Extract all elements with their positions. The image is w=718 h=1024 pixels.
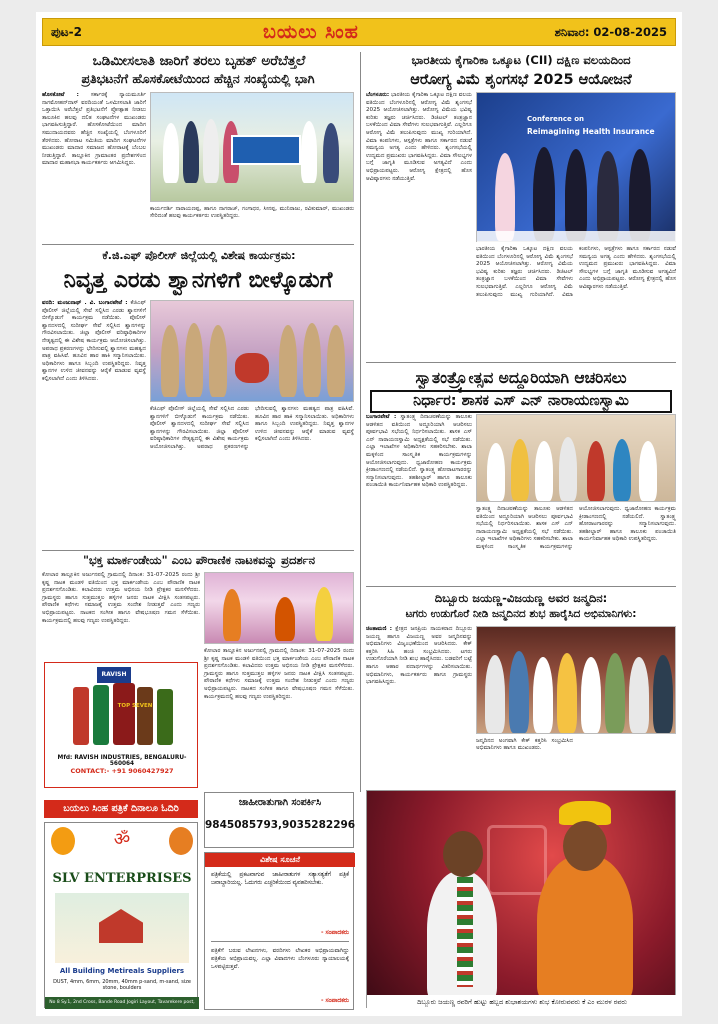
article1-photo bbox=[150, 92, 354, 202]
slv-tagline: All Building Metireals Suppliers bbox=[59, 967, 185, 975]
newspaper-title: ಬಯಲು ಸಿಂಹ bbox=[263, 21, 359, 43]
garland bbox=[457, 877, 473, 987]
masthead bbox=[42, 18, 676, 46]
advert-contact-box bbox=[204, 792, 354, 848]
column-divider bbox=[360, 52, 361, 792]
slv-address: No 8 Sy.1, 2nd Cross, Bande Road Jogiri Layout, Tavarekere post, Bangalore-60 bbox=[45, 997, 199, 1009]
newspaper-page bbox=[36, 12, 682, 1016]
article5-text: ಸ್ವಾತಂತ್ರ್ಯ ದಿನಾಚರಣೆಯನ್ನು ತಾಲೂಕು ಆಡಳಿತದ ವತಿಯಿಂದ ಅದ್ದೂರಿಯಾಗಿ ಆಚರಿಸಲು ಪೂರ್ವಭಾವಿ ಸಭೆಯಲ್ಲಿ ನಿರ್ಧರಿಸಲಾಯಿತು. ಶಾಸಕ ಎಸ್ ಎನ್ ನಾರಾಯಣಸ್ವಾಮಿ ಅಧ್ಯಕ್ಷತೆಯಲ್ಲಿ ಸಭೆ ನಡೆಯಿತು. ಎಲ್ಲಾ ಇಲಾಖೆಗಳ ಅಧಿಕಾರಿಗಳು ಸಹಕರಿಸಬೇಕು. ಶಾಲಾ ಮಕ್ಕಳಿಂದ ಸಾಂಸ್ಕೃತಿಕ ಕಾರ್ಯಕ್ರಮಗಳನ್ನು ಆಯೋಜಿಸಲಾಗುವುದು. ಧ್ವಜಾರೋಹಣ ಕಾರ್ಯಕ್ರಮ ಕ್ರೀಡಾಂಗಣದಲ್ಲಿ ನಡೆಯಲಿದೆ. ಸ್ವಾತಂತ್ರ್ಯ ಹೋರಾಟಗಾರರನ್ನು ಸನ್ಮಾನಿಸಲಾಗುವುದು. ತಹಶೀಲ್ದಾರ್ ಹಾಗೂ ತಾಲೂಕು ಪಂಚಾಯಿತಿ ಕಾರ್ಯನಿರ್ವಾಹಕ ಅಧಿಕಾರಿ ಉಪಸ್ಥಿತರಿದ್ದರು. bbox=[366, 414, 472, 489]
article2-kicker: ಕೆ.ಜಿ.ಎಫ್ ಪೊಲೀಸ್ ಜಿಲ್ಲೆಯಲ್ಲಿ ವಿಶೇಷ ಕಾರ್ಯಕ್ರಮ: bbox=[102, 249, 296, 262]
person-right bbox=[537, 855, 633, 1001]
article3-body: ಕೋಲಾರ ತಾಲ್ಲೂಕಿನ ಅರ್ಜುನಪಲ್ಲಿ ಗ್ರಾಮದಲ್ಲಿ ದಿನಾಂಕ: 31-07-2025 ರಂದು ಶ್ರೀ ಕೃಷ್ಣ ನಾಟಕ ಮಂಡಳಿ ವತಿಯಿಂದ ಭಕ್ತ ಮಾರ್ಕಂಡೇಯ ಎಂಬ ಪೌರಾಣಿಕ ನಾಟಕ ಪ್ರದರ್ಶನಗೊಂಡಿತು. ಕಲಾವಿದರು ಉತ್ತಮ ಅಭಿನಯ ನೀಡಿ ಪ್ರೇಕ್ಷಕರ ಮನಸೆಳೆದರು. ಗ್ರಾಮಸ್ಥರು ಹಾಗೂ ಸುತ್ತಮುತ್ತಲ ಹಳ್ಳಿಗಳ ಜನರು ನಾಟಕ ವೀಕ್ಷಿಸಿ ಸಂತಸಪಟ್ಟರು. ಪೌರಾಣಿಕ ಕಥೆಗಳು ಸಮಾಜಕ್ಕೆ ಉತ್ತಮ ಸಂದೇಶ ನೀಡುತ್ತವೆ ಎಂದು ಗಣ್ಯರು ಅಭಿಪ್ರಾಯಪಟ್ಟರು. ನಾಟಕದ ಸಂಗೀತ ಹಾಗೂ ವೇಷಭೂಷಣ ಗಮನ ಸೆಳೆಯಿತು. ಕಾರ್ಯಕ್ರಮದಲ್ಲಿ ಹಲವು ಗಣ್ಯರು ಉಪಸ್ಥಿತರಿದ್ದರು. bbox=[42, 572, 200, 624]
article1-text: ಸರ್ಕಾರಕ್ಕೆ ನ್ಯಾಯಮೂರ್ತಿ ನಾಗಮೋಹನ್‌ದಾಸ್ ವರದಿಯಂತೆ ಒಳಮೀಸಲಾತಿ ಜಾರಿಗೆ ಒತ್ತಾಯಿಸಿ ಅರೆಬೆತ್ತಲೆ ಪ್ರತಿಭಟನೆಗೆ ಪ್ರೋತ್ಸಾಹ ನೀಡಲು ತಾಲೂಕಿನ ಹಲವು ದಲಿತ ಸಂಘಟನೆಗಳ ಮುಖಂಡರು ಭಾಗವಹಿಸುತ್ತಿದ್ದಾರೆ. ಹೊಸಕೋಟೆಯಿಂದ ಮಾದಿಗ ಸಮುದಾಯದವರು ಹೆಚ್ಚಿನ ಸಂಖ್ಯೆಯಲ್ಲಿ ಬೆಂಗಳೂರಿಗೆ ತೆರಳಿದರು. ಹೋರಾಟ ಸಮಿತಿಯ ಮಾದಿಗ ಸಂಘಟನೆಗಳ ಮುಖಂಡರು ಮಾದಾರ ಸಮಾಜದ ಹೋರಾಟಕ್ಕೆ ಬೆಂಬಲ ನೀಡುತ್ತಿದ್ದಾರೆ. ತಾಲ್ಲೂಕಿನ ಗ್ರಾಮಾಂತರ ಪ್ರದೇಶಗಳಿಂದ ಮಾದಾರ ಮಹಾಸಭಾ ಕಾರ್ಯಕರ್ತರು ಆಗಮಿಸಿದ್ದರು. bbox=[42, 92, 146, 167]
article3-headline: "ಭಕ್ತ ಮಾರ್ಕಂಡೇಯ" ಎಂಬ ಪೌರಾಣಿಕ ನಾಟಕವನ್ನು ಪ್ರದರ್ಶನ bbox=[82, 553, 316, 567]
divider bbox=[366, 362, 676, 363]
article1-dateline: ಹೊಸಕೋಟೆ : bbox=[42, 92, 79, 98]
article5-dateline: ಬಂಗಾರಪೇಟೆ : bbox=[366, 414, 397, 420]
article5-headline-line2: ನಿರ್ಧಾರ: ಶಾಸಕ ಎಸ್ ಎನ್ ನಾರಾಯಣಸ್ವಾಮಿ bbox=[370, 390, 672, 413]
page-number: ಪುಟ-2 bbox=[51, 25, 82, 39]
article6-dateline: ಚಿಂತಾಮಣಿ : bbox=[366, 626, 393, 632]
protest-banner bbox=[231, 135, 301, 165]
divider bbox=[42, 244, 354, 245]
birthday-photo-caption: ದಿಬ್ಬೂರು ಜಯಣ್ಣ ರವರಿಗೆ ಹುಟ್ಟು ಹಬ್ಬದ ಶುಭಾಶಯಗಳು ಶುಭ ಕೋರುವವರು ಕೆ ಎಂ ಮುರಳ ರವರು bbox=[367, 995, 677, 1009]
article4-continued: ಭಾರತೀಯ ಕೈಗಾರಿಕಾ ಒಕ್ಕೂಟ ದಕ್ಷಿಣ ವಲಯ ವತಿಯಿಂದ ಬೆಂಗಳೂರಿನಲ್ಲಿ ಆರೋಗ್ಯ ವಿಮೆ ಶೃಂಗಸಭೆ 2025 ಆಯೋಜಿಸಲಾಗಿತ್ತು. ಆರೋಗ್ಯ ವಿಮೆಯ ಭವಿಷ್ಯ ಕುರಿತು ತಜ್ಞರು ಚರ್ಚಿಸಿದರು. ಡಿಜಿಟಲ್ ತಂತ್ರಜ್ಞಾನ ಬಳಕೆಯಿಂದ ವಿಮಾ ಸೇವೆಗಳು ಸುಲಭವಾಗುತ್ತಿವೆ. ಎಲ್ಲರಿಗೂ ಆರೋಗ್ಯ ವಿಮೆ ತಲುಪಿಸುವುದು ಮುಖ್ಯ ಗುರಿಯಾಗಿದೆ. ವಿಮಾ ಕಂಪನಿಗಳು, ಆಸ್ಪತ್ರೆಗಳು ಹಾಗೂ ಸರ್ಕಾರದ ನಡುವೆ ಸಮನ್ವಯ ಅಗತ್ಯ ಎಂದು ಹೇಳಿದರು. ಶೃಂಗಸಭೆಯಲ್ಲಿ ಉದ್ಯಮದ ಪ್ರಮುಖರು ಭಾಗವಹಿಸಿದ್ದರು. ವಿಮಾ ಸೌಲಭ್ಯಗಳ ಬಗ್ಗೆ ಜಾಗೃತಿ ಮೂಡಿಸುವ ಅಗತ್ಯವಿದೆ ಎಂದು ಅಭಿಪ್ರಾಯಪಟ್ಟರು. ಆರೋಗ್ಯ ಕ್ಷೇತ್ರದಲ್ಲಿ ಹೊಸ ಆವಿಷ್ಕಾರಗಳು ನಡೆಯುತ್ತಿವೆ. bbox=[476, 246, 676, 298]
article6-text: ಕ್ಷೇತ್ರದ ಜನಪ್ರಿಯ ನಾಯಕರಾದ ದಿಬ್ಬೂರು ಜಯಣ್ಣ ಹಾಗೂ ವಿಜಯಣ್ಣ ಅವರ ಜನ್ಮದಿನವನ್ನು ಅಭಿಮಾನಿಗಳು ವಿಜೃಂಭಣೆಯಿಂದ ಆಚರಿಸಿದರು. ಕೇಕ್ ಕತ್ತರಿಸಿ ಸಿಹಿ ಹಂಚಿ ಸಂಭ್ರಮಿಸಿದರು. ಟಗರು ಉಡುಗೊರೆಯಾಗಿ ನೀಡಿ ಶುಭ ಹಾರೈಸಿದರು. ಬಡವರಿಗೆ ಬಟ್ಟೆ ಹಾಗೂ ಆಹಾರ ಪದಾರ್ಥಗಳನ್ನು ವಿತರಿಸಲಾಯಿತು. ಅಭಿಮಾನಿಗಳು, ಕಾರ್ಯಕರ್ತರು ಹಾಗೂ ಗ್ರಾಮಸ್ಥರು ಭಾಗವಹಿಸಿದ್ದರು. bbox=[366, 626, 472, 686]
article4-photo bbox=[476, 92, 676, 242]
article3-continued: ಕೋಲಾರ ತಾಲ್ಲೂಕಿನ ಅರ್ಜುನಪಲ್ಲಿ ಗ್ರಾಮದಲ್ಲಿ ದಿನಾಂಕ: 31-07-2025 ರಂದು ಶ್ರೀ ಕೃಷ್ಣ ನಾಟಕ ಮಂಡಳಿ ವತಿಯಿಂದ ಭಕ್ತ ಮಾರ್ಕಂಡೇಯ ಎಂಬ ಪೌರಾಣಿಕ ನಾಟಕ ಪ್ರದರ್ಶನಗೊಂಡಿತು. ಕಲಾವಿದರು ಉತ್ತಮ ಅಭಿನಯ ನೀಡಿ ಪ್ರೇಕ್ಷಕರ ಮನಸೆಳೆದರು. ಗ್ರಾಮಸ್ಥರು ಹಾಗೂ ಸುತ್ತಮುತ್ತಲ ಹಳ್ಳಿಗಳ ಜನರು ನಾಟಕ ವೀಕ್ಷಿಸಿ ಸಂತಸಪಟ್ಟರು. ಪೌರಾಣಿಕ ಕಥೆಗಳು ಸಮಾಜಕ್ಕೆ ಉತ್ತಮ ಸಂದೇಶ ನೀಡುತ್ತವೆ ಎಂದು ಗಣ್ಯರು ಅಭಿಪ್ರಾಯಪಟ್ಟರು. ನಾಟಕದ ಸಂಗೀತ ಹಾಗೂ ವೇಷಭೂಷಣ ಗಮನ ಸೆಳೆಯಿತು. ಕಾರ್ಯಕ್ರಮದಲ್ಲಿ ಹಲವು ಗಣ್ಯರು ಉಪಸ್ಥಿತರಿದ್ದರು. bbox=[204, 648, 354, 700]
ravish-ad bbox=[44, 662, 198, 788]
article6-headline-line2: ಟಗರು ಉಡುಗೊರೆ ನೀಡಿ ಜನ್ಮದಿನದ ಶುಭ ಹಾರೈಸಿದ ಅಭಿಮಾನಿಗಳು: bbox=[405, 608, 637, 620]
ravish-logo: RAVISH bbox=[97, 667, 131, 683]
paper-promo-bar: ಬಯಲು ಸಿಂಹ ಪತ್ರಿಕೆ ದಿನಾಲೂ ಓದಿರಿ bbox=[44, 800, 198, 818]
notice-signature-2: - ಸಂಪಾದಕರು bbox=[320, 997, 349, 1004]
notice-signature-1: - ಸಂಪಾದಕರು bbox=[320, 929, 349, 936]
divider bbox=[42, 550, 354, 551]
garlanded-dog bbox=[235, 353, 269, 383]
article6-caption: ಜನ್ಮದಿನದ ಅಂಗವಾಗಿ ಕೇಕ್ ಕತ್ತರಿಸಿ ಸಂಭ್ರಮಿಸಿದ ಅಭಿಮಾನಿಗಳು ಹಾಗೂ ಮುಖಂಡರು. bbox=[476, 738, 573, 752]
notice-box bbox=[204, 852, 354, 1010]
article4-dateline: ಬೆಂಗಳೂರು: bbox=[366, 92, 390, 98]
article1-caption: ಕಾರ್ಯದರ್ಶಿ ನಾರಾಯಣಪ್ಪ, ಹಾಗೂ ನಾಗರಾಜ್, ಗಂಗಾಧರ, ಸೀನಪ್ಪ, ಮುನಿರಾಜು, ರವಿಕುಮಾರ್, ಮುಖಂಡರು ಸೇರಿದಂತೆ ಹಲವು ಕಾರ್ಯಕರ್ತರು ಉಪಸ್ಥಿತರಿದ್ದರು. bbox=[150, 206, 354, 220]
article4-headline-line2: ಆರೋಗ್ಯ ವಿಮೆ ಶೃಂಗಸಭೆ 2025 ಆಯೋಜನೆ bbox=[410, 72, 632, 88]
notice-text-2: ಪತ್ರಿಕೆಗೆ ಬರುವ ಲೇಖನಗಳು, ವರದಿಗಳು ಲೇಖಕರ ಅಭಿಪ್ರಾಯವಾಗಿದ್ದು ಪತ್ರಿಕೆಯ ಅಭಿಪ್ರಾಯವಲ್ಲ. ಎಲ್ಲಾ ವಿವಾದಗಳು ಬೆಂಗಳೂರು ನ್ಯಾಯಾಲಯಕ್ಕೆ ಒಳಪಟ್ಟಿರುತ್ತವೆ. bbox=[211, 948, 349, 970]
contact-number: CONTACT:- +91 9060427927 bbox=[70, 767, 174, 775]
notice-title: ವಿಶೇಷ ಸೂಚನೆ bbox=[205, 853, 355, 867]
article3-photo bbox=[204, 572, 354, 644]
article6-headline-line1: ದಿಬ್ಬೂರು ಜಯಣ್ಣ-ವಿಜಯಣ್ಣ ಅವರ ಜನ್ಮದಿನ: bbox=[434, 591, 608, 605]
article5-headline-line1: ಸ್ವಾತಂತ್ರ್ಯೋತ್ಸವ ಅದ್ದೂರಿಯಾಗಿ ಆಚರಿಸಲು bbox=[415, 369, 627, 387]
article5-continued: ಸ್ವಾತಂತ್ರ್ಯ ದಿನಾಚರಣೆಯನ್ನು ತಾಲೂಕು ಆಡಳಿತದ ವತಿಯಿಂದ ಅದ್ದೂರಿಯಾಗಿ ಆಚರಿಸಲು ಪೂರ್ವಭಾವಿ ಸಭೆಯಲ್ಲಿ ನಿರ್ಧರಿಸಲಾಯಿತು. ಶಾಸಕ ಎಸ್ ಎನ್ ನಾರಾಯಣಸ್ವಾಮಿ ಅಧ್ಯಕ್ಷತೆಯಲ್ಲಿ ಸಭೆ ನಡೆಯಿತು. ಎಲ್ಲಾ ಇಲಾಖೆಗಳ ಅಧಿಕಾರಿಗಳು ಸಹಕರಿಸಬೇಕು. ಶಾಲಾ ಮಕ್ಕಳಿಂದ ಸಾಂಸ್ಕೃತಿಕ ಕಾರ್ಯಕ್ರಮಗಳನ್ನು ಆಯೋಜಿಸಲಾಗುವುದು. ಧ್ವಜಾರೋಹಣ ಕಾರ್ಯಕ್ರಮ ಕ್ರೀಡಾಂಗಣದಲ್ಲಿ ನಡೆಯಲಿದೆ. ಸ್ವಾತಂತ್ರ್ಯ ಹೋರಾಟಗಾರರನ್ನು ಸನ್ಮಾನಿಸಲಾಗುವುದು. ತಹಶೀಲ್ದಾರ್ ಹಾಗೂ ತಾಲೂಕು ಪಂಚಾಯಿತಿ ಕಾರ್ಯನಿರ್ವಾಹಕ ಅಧಿಕಾರಿ ಉಪಸ್ಥಿತರಿದ್ದರು. bbox=[476, 506, 676, 550]
banner-title: Conference on bbox=[527, 115, 585, 123]
advert-contact-title: ಜಾಹೀರಾತುಗಾಗಿ ಸಂಪರ್ಕಿಸಿ bbox=[238, 797, 322, 808]
article5-photo bbox=[476, 414, 676, 502]
company-name: Mfd: RAVISH INDUSTRIES, BENGALURU-560064 bbox=[57, 755, 187, 767]
slv-name: SLV ENTERPRISES bbox=[52, 871, 192, 886]
article6-photo bbox=[476, 626, 676, 734]
article1-body bbox=[42, 92, 146, 232]
article1-headline-line2: ಪ್ರತಿಭಟನೆಗೆ ಹೊಸಕೋಟೆಯಿಂದ ಹೆಚ್ಚಿನ ಸಂಖ್ಯೆಯಲ್ಲಿ ಭಾಗಿ bbox=[81, 71, 315, 86]
banner-subtitle: Reimagining Health Insurance bbox=[527, 127, 655, 136]
article6-body bbox=[366, 626, 472, 746]
product-name: TOP SEVEN bbox=[117, 703, 153, 709]
article4-text: ಭಾರತೀಯ ಕೈಗಾರಿಕಾ ಒಕ್ಕೂಟ ದಕ್ಷಿಣ ವಲಯ ವತಿಯಿಂದ ಬೆಂಗಳೂರಿನಲ್ಲಿ ಆರೋಗ್ಯ ವಿಮೆ ಶೃಂಗಸಭೆ 2025 ಆಯೋಜಿಸಲಾಗಿತ್ತು. ಆರೋಗ್ಯ ವಿಮೆಯ ಭವಿಷ್ಯ ಕುರಿತು ತಜ್ಞರು ಚರ್ಚಿಸಿದರು. ಡಿಜಿಟಲ್ ತಂತ್ರಜ್ಞಾನ ಬಳಕೆಯಿಂದ ವಿಮಾ ಸೇವೆಗಳು ಸುಲಭವಾಗುತ್ತಿವೆ. ಎಲ್ಲರಿಗೂ ಆರೋಗ್ಯ ವಿಮೆ ತಲುಪಿಸುವುದು ಮುಖ್ಯ ಗುರಿಯಾಗಿದೆ. ವಿಮಾ ಕಂಪನಿಗಳು, ಆಸ್ಪತ್ರೆಗಳು ಹಾಗೂ ಸರ್ಕಾರದ ನಡುವೆ ಸಮನ್ವಯ ಅಗತ್ಯ ಎಂದು ಹೇಳಿದರು. ಶೃಂಗಸಭೆಯಲ್ಲಿ ಉದ್ಯಮದ ಪ್ರಮುಖರು ಭಾಗವಹಿಸಿದ್ದರು. ವಿಮಾ ಸೌಲಭ್ಯಗಳ ಬಗ್ಗೆ ಜಾಗೃತಿ ಮೂಡಿಸುವ ಅಗತ್ಯವಿದೆ ಎಂದು ಅಭಿಪ್ರಾಯಪಟ್ಟರು. ಆರೋಗ್ಯ ಕ್ಷೇತ್ರದಲ್ಲಿ ಹೊಸ ಆವಿಷ್ಕಾರಗಳು ನಡೆಯುತ್ತಿವೆ. bbox=[366, 92, 472, 182]
slv-items: DUST, 4mm, 6mm, 20mm, 40mm p-sand, m-sand, size stone, boulders bbox=[53, 979, 191, 991]
article2-headline: ನಿವೃತ್ತ ಎರಡು ಶ್ವಾನಗಳಿಗೆ ಬೀಳ್ಕೊಡುಗೆ bbox=[63, 268, 333, 293]
article2-dateline: ವರದಿ: ಮಂಜುನಾಥ್ . ವಿ. ಬಂಗಾರಪೇಟೆ : bbox=[42, 300, 128, 306]
notice-text-1: ಪತ್ರಿಕೆಯಲ್ಲಿ ಪ್ರಕಟವಾಗುವ ಜಾಹೀರಾತುಗಳ ಸತ್ಯಾಸತ್ಯತೆಗೆ ಪತ್ರಿಕೆ ಜವಾಬ್ದಾರಿಯಲ್ಲ. ಓದುಗರು ಎಚ್ಚರಿಕೆಯಿಂದ ವ್ಯವಹರಿಸಬೇಕು. bbox=[211, 872, 349, 886]
birthday-photo bbox=[366, 790, 676, 1008]
slv-enterprises-ad: ॐ SLV ENTERPRISES All Building Metireals Suppliers DUST, 4mm, 6mm, 20mm, 40mm p-sand, m-sand, size stone, boulders No 8 Sy.1, 2nd Cross, Bande Road Jogiri Layout, Tavarekere post, Bangalore-60 bbox=[44, 822, 198, 1008]
article1-headline-line1: ಒಡಿಮೀಸಲಾತಿ ಜಾರಿಗೆ ತರಲು ಬೃಹತ್ ಅರೆಬೆತ್ತಲೆ bbox=[92, 53, 306, 69]
article2-text: ಕೆಜಿಎಫ್ ಪೊಲೀಸ್ ಜಿಲ್ಲೆಯಲ್ಲಿ ಸೇವೆ ಸಲ್ಲಿಸಿದ ಎರಡು ಶ್ವಾನಗಳಿಗೆ ಬೀಳ್ಕೊಡುಗೆ ಕಾರ್ಯಕ್ರಮ ನಡೆಯಿತು. ಪೊಲೀಸ್ ಶ್ವಾನದಳದಲ್ಲಿ ಸುದೀರ್ಘ ಸೇವೆ ಸಲ್ಲಿಸಿದ ಶ್ವಾನಗಳನ್ನು ಗೌರವಿಸಲಾಯಿತು. ಜಿಲ್ಲಾ ಪೊಲೀಸ್ ವರಿಷ್ಠಾಧಿಕಾರಿಗಳ ನೇತೃತ್ವದಲ್ಲಿ ಈ ವಿಶೇಷ ಕಾರ್ಯಕ್ರಮ ಆಯೋಜಿಸಲಾಗಿತ್ತು. ಅಪರಾಧ ಪ್ರಕರಣಗಳನ್ನು ಭೇದಿಸುವಲ್ಲಿ ಶ್ವಾನಗಳು ಮಹತ್ವದ ಪಾತ್ರ ವಹಿಸಿವೆ. ಹೂವಿನ ಹಾರ ಹಾಕಿ ಸನ್ಮಾನಿಸಲಾಯಿತು. ಅಧಿಕಾರಿಗಳು ಹಾಗೂ ಸಿಬ್ಬಂದಿ ಉಪಸ್ಥಿತರಿದ್ದರು. ನಿವೃತ್ತ ಶ್ವಾನಗಳ ಉಳಿದ ಜೀವನವನ್ನು ಆರೈಕೆ ಮಾಡುವ ವ್ಯವಸ್ಥೆ ಕಲ್ಪಿಸಲಾಗಿದೆ ಎಂದು ತಿಳಿಸಿದರು. bbox=[42, 300, 146, 382]
article2-body bbox=[42, 300, 146, 546]
article2-continued: ಕೆಜಿಎಫ್ ಪೊಲೀಸ್ ಜಿಲ್ಲೆಯಲ್ಲಿ ಸೇವೆ ಸಲ್ಲಿಸಿದ ಎರಡು ಶ್ವಾನಗಳಿಗೆ ಬೀಳ್ಕೊಡುಗೆ ಕಾರ್ಯಕ್ರಮ ನಡೆಯಿತು. ಪೊಲೀಸ್ ಶ್ವಾನದಳದಲ್ಲಿ ಸುದೀರ್ಘ ಸೇವೆ ಸಲ್ಲಿಸಿದ ಶ್ವಾನಗಳನ್ನು ಗೌರವಿಸಲಾಯಿತು. ಜಿಲ್ಲಾ ಪೊಲೀಸ್ ವರಿಷ್ಠಾಧಿಕಾರಿಗಳ ನೇತೃತ್ವದಲ್ಲಿ ಈ ವಿಶೇಷ ಕಾರ್ಯಕ್ರಮ ಆಯೋಜಿಸಲಾಗಿತ್ತು. ಅಪರಾಧ ಪ್ರಕರಣಗಳನ್ನು ಭೇದಿಸುವಲ್ಲಿ ಶ್ವಾನಗಳು ಮಹತ್ವದ ಪಾತ್ರ ವಹಿಸಿವೆ. ಹೂವಿನ ಹಾರ ಹಾಕಿ ಸನ್ಮಾನಿಸಲಾಯಿತು. ಅಧಿಕಾರಿಗಳು ಹಾಗೂ ಸಿಬ್ಬಂದಿ ಉಪಸ್ಥಿತರಿದ್ದರು. ನಿವೃತ್ತ ಶ್ವಾನಗಳ ಉಳಿದ ಜೀವನವನ್ನು ಆರೈಕೆ ಮಾಡುವ ವ್ಯವಸ್ಥೆ ಕಲ್ಪಿಸಲಾಗಿದೆ ಎಂದು ತಿಳಿಸಿದರು. bbox=[150, 406, 354, 450]
article2-photo bbox=[150, 300, 354, 402]
issue-date: ಶನಿವಾರ: 02-08-2025 bbox=[554, 25, 667, 39]
article4-headline-line1: ಭಾರತೀಯ ಕೈಗಾರಿಕಾ ಒಕ್ಕೂಟ (CII) ದಕ್ಷಿಣ ವಲಯದಿಂದ bbox=[411, 53, 631, 67]
article4-body bbox=[366, 92, 472, 260]
advert-contact-phones: 9845085793,9035282296 bbox=[205, 819, 356, 831]
divider bbox=[366, 586, 676, 587]
article5-body bbox=[366, 414, 472, 580]
